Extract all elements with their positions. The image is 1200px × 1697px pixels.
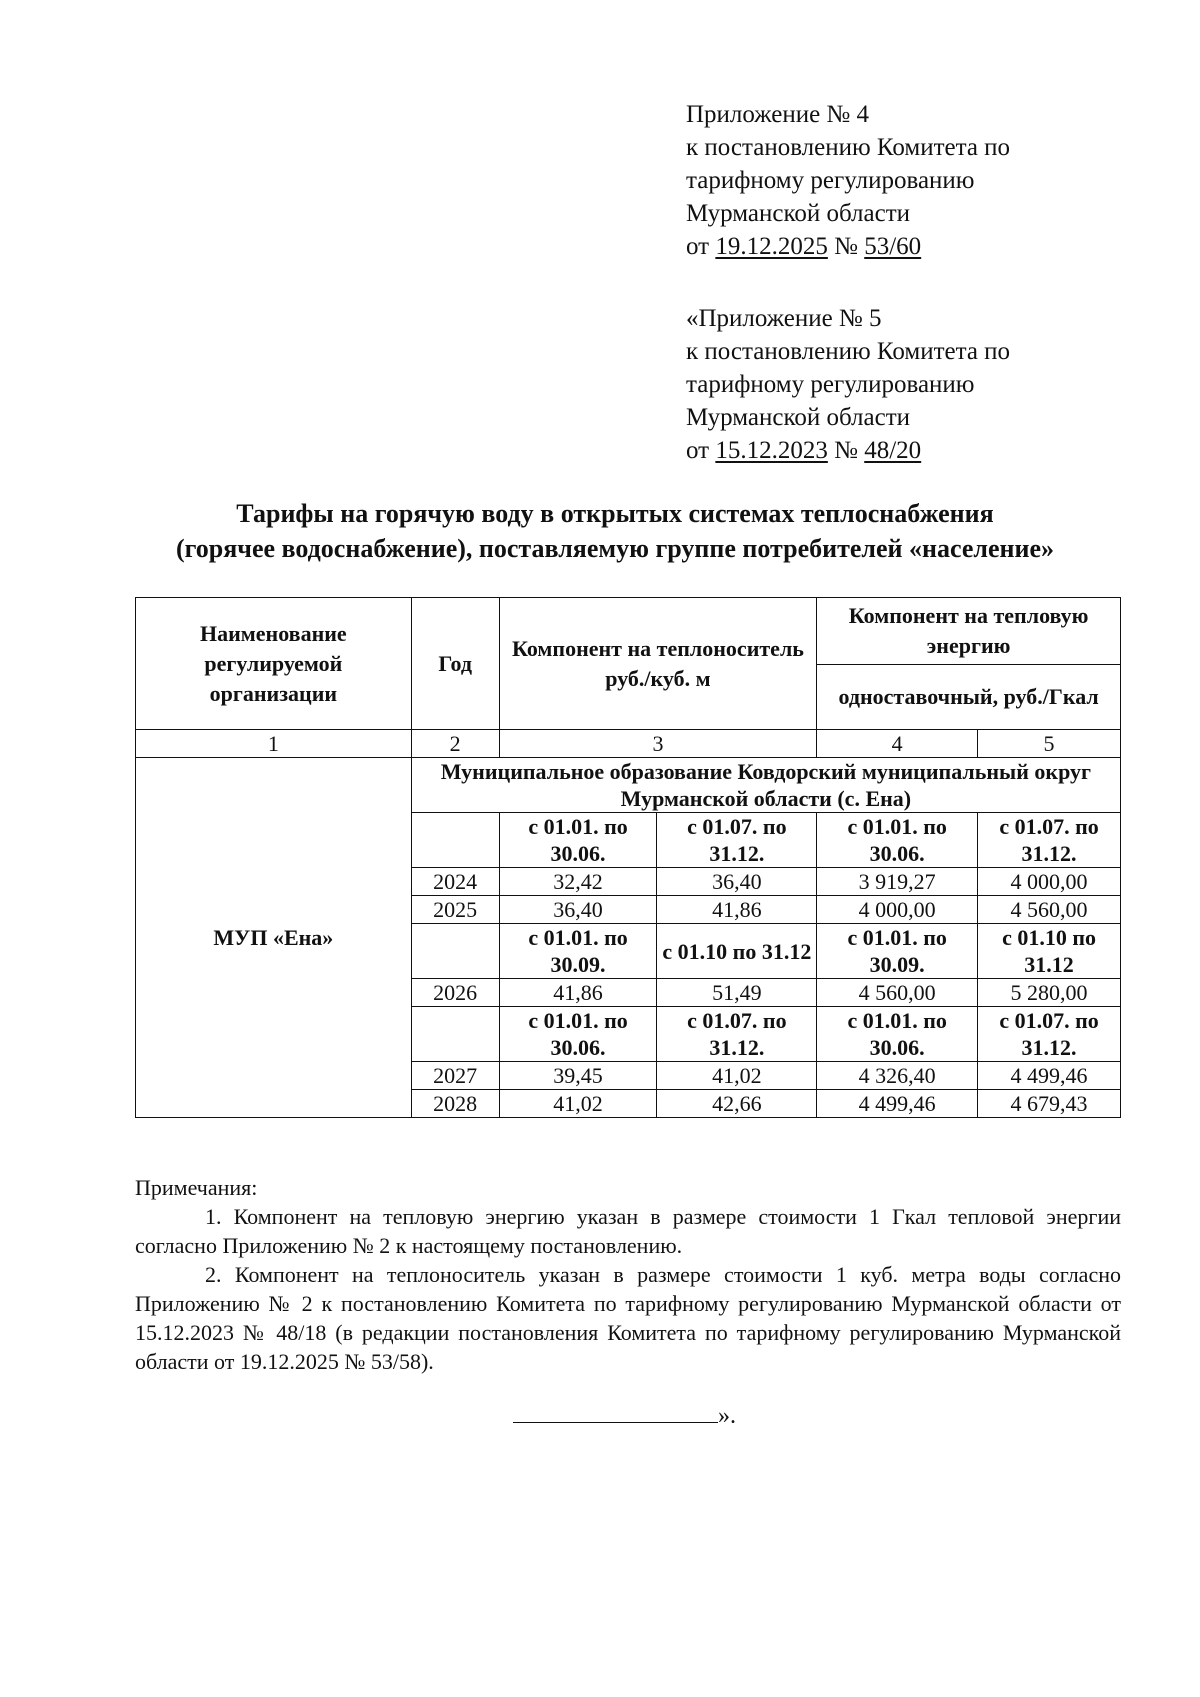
value-cell: 5 280,00 xyxy=(978,979,1121,1007)
period-cell: с 01.10 по 31.12 xyxy=(978,924,1121,979)
closing-line xyxy=(513,1404,718,1423)
value-cell: 36,40 xyxy=(657,868,817,896)
period-cell: с 01.07. по 31.12. xyxy=(657,1007,817,1062)
closing-quote: ». xyxy=(718,1403,736,1429)
period-cell: с 01.01. по 30.09. xyxy=(499,924,657,979)
empty-cell xyxy=(411,813,499,868)
value-cell: 3 919,27 xyxy=(817,868,978,896)
period-cell: с 01.01. по 30.09. xyxy=(817,924,978,979)
annex-number: 53/60 xyxy=(864,233,922,260)
year-cell: 2027 xyxy=(411,1062,499,1090)
value-cell: 42,66 xyxy=(657,1090,817,1118)
value-cell: 41,02 xyxy=(657,1062,817,1090)
header-carrier: Компонент на теплоноситель руб./куб. м xyxy=(499,598,817,730)
number-prefix: № xyxy=(834,437,858,464)
annex-header-original xyxy=(686,302,1010,467)
year-cell: 2025 xyxy=(411,896,499,924)
period-cell: с 01.07. по 31.12. xyxy=(978,1007,1121,1062)
annex-number: 48/20 xyxy=(864,437,922,464)
value-cell: 36,40 xyxy=(499,896,657,924)
notes-section xyxy=(135,1173,1121,1376)
document-title xyxy=(100,496,1130,566)
header-year: Год xyxy=(411,598,499,730)
value-cell: 4 326,40 xyxy=(817,1062,978,1090)
value-cell: 41,86 xyxy=(657,896,817,924)
value-cell: 4 000,00 xyxy=(817,896,978,924)
year-cell: 2028 xyxy=(411,1090,499,1118)
year-cell: 2026 xyxy=(411,979,499,1007)
period-cell: с 01.01. по 30.06. xyxy=(817,1007,978,1062)
title-line-1: Тарифы на горячую воду в открытых системах теплоснабжения xyxy=(236,499,994,528)
annex-header-current xyxy=(686,98,1010,263)
year-cell: 2024 xyxy=(411,868,499,896)
period-cell: с 01.01. по 30.06. xyxy=(499,813,657,868)
value-cell: 41,86 xyxy=(499,979,657,1007)
period-cell: с 01.01. по 30.06. xyxy=(499,1007,657,1062)
annex-date-line xyxy=(686,434,1010,467)
period-cell: с 01.07. по 31.12. xyxy=(657,813,817,868)
organization-name: МУП «Ена» xyxy=(136,758,412,1118)
municipality-row: Муниципальное образование Ковдорский муниципальный округ Мурманской области (с. Ена) xyxy=(411,758,1120,813)
header-energy: Компонент на тепловую энергию xyxy=(817,598,1121,665)
empty-cell xyxy=(411,924,499,979)
closing-mark xyxy=(513,1403,736,1430)
column-number: 2 xyxy=(411,730,499,758)
period-cell: с 01.10 по 31.12 xyxy=(657,924,817,979)
date-prefix: от xyxy=(686,233,710,260)
notes-heading: Примечания: xyxy=(135,1175,258,1200)
annex-line: тарифному регулированию xyxy=(686,371,975,398)
tariff-table xyxy=(135,597,1121,1118)
value-cell: 39,45 xyxy=(499,1062,657,1090)
annex-date: 19.12.2025 xyxy=(715,233,828,260)
column-number: 4 xyxy=(817,730,978,758)
value-cell: 4 499,46 xyxy=(978,1062,1121,1090)
annex-date-line xyxy=(686,230,1010,263)
value-cell: 4 499,46 xyxy=(817,1090,978,1118)
annex-line: тарифному регулированию xyxy=(686,167,975,194)
period-cell: с 01.07. по 31.12. xyxy=(978,813,1121,868)
date-prefix: от xyxy=(686,437,710,464)
column-number: 1 xyxy=(136,730,412,758)
annex-line: Мурманской области xyxy=(686,404,911,431)
value-cell: 4 679,43 xyxy=(978,1090,1121,1118)
annex-title: Приложение № 4 xyxy=(686,101,870,128)
number-prefix: № xyxy=(834,233,858,260)
column-number: 5 xyxy=(978,730,1121,758)
annex-line: к постановлению Комитета по xyxy=(686,134,1011,161)
value-cell: 4 560,00 xyxy=(817,979,978,1007)
value-cell: 4 000,00 xyxy=(978,868,1121,896)
note-1: 1. Компонент на тепловую энергию указан в размере стоимости 1 Гкал тепловой энергии согласно Приложению № 2 к настоящему постановлению. xyxy=(135,1204,1121,1258)
value-cell: 4 560,00 xyxy=(978,896,1121,924)
value-cell: 41,02 xyxy=(499,1090,657,1118)
note-2: 2. Компонент на теплоноситель указан в размере стоимости 1 куб. метра воды согласно Приложению № 2 к постановлению Комитета по тарифному регулированию Мурманской области от 15.12.2023 № 48/18 (в редакции постановления Комитета по тарифному регулированию Мурманской области от 19.12.2025 № 53/58). xyxy=(135,1262,1121,1374)
header-energy-sub: одноставочный, руб./Гкал xyxy=(817,665,1121,730)
annex-line: к постановлению Комитета по xyxy=(686,338,1011,365)
column-number: 3 xyxy=(499,730,817,758)
annex-title: «Приложение № 5 xyxy=(686,305,882,332)
title-line-2: (горячее водоснабжение), поставляемую группе потребителей «население» xyxy=(175,534,1055,563)
annex-date: 15.12.2023 xyxy=(715,437,828,464)
empty-cell xyxy=(411,1007,499,1062)
value-cell: 32,42 xyxy=(499,868,657,896)
period-cell: с 01.01. по 30.06. xyxy=(817,813,978,868)
header-org: Наименование регулируемой организации xyxy=(136,598,412,730)
value-cell: 51,49 xyxy=(657,979,817,1007)
annex-line: Мурманской области xyxy=(686,200,911,227)
